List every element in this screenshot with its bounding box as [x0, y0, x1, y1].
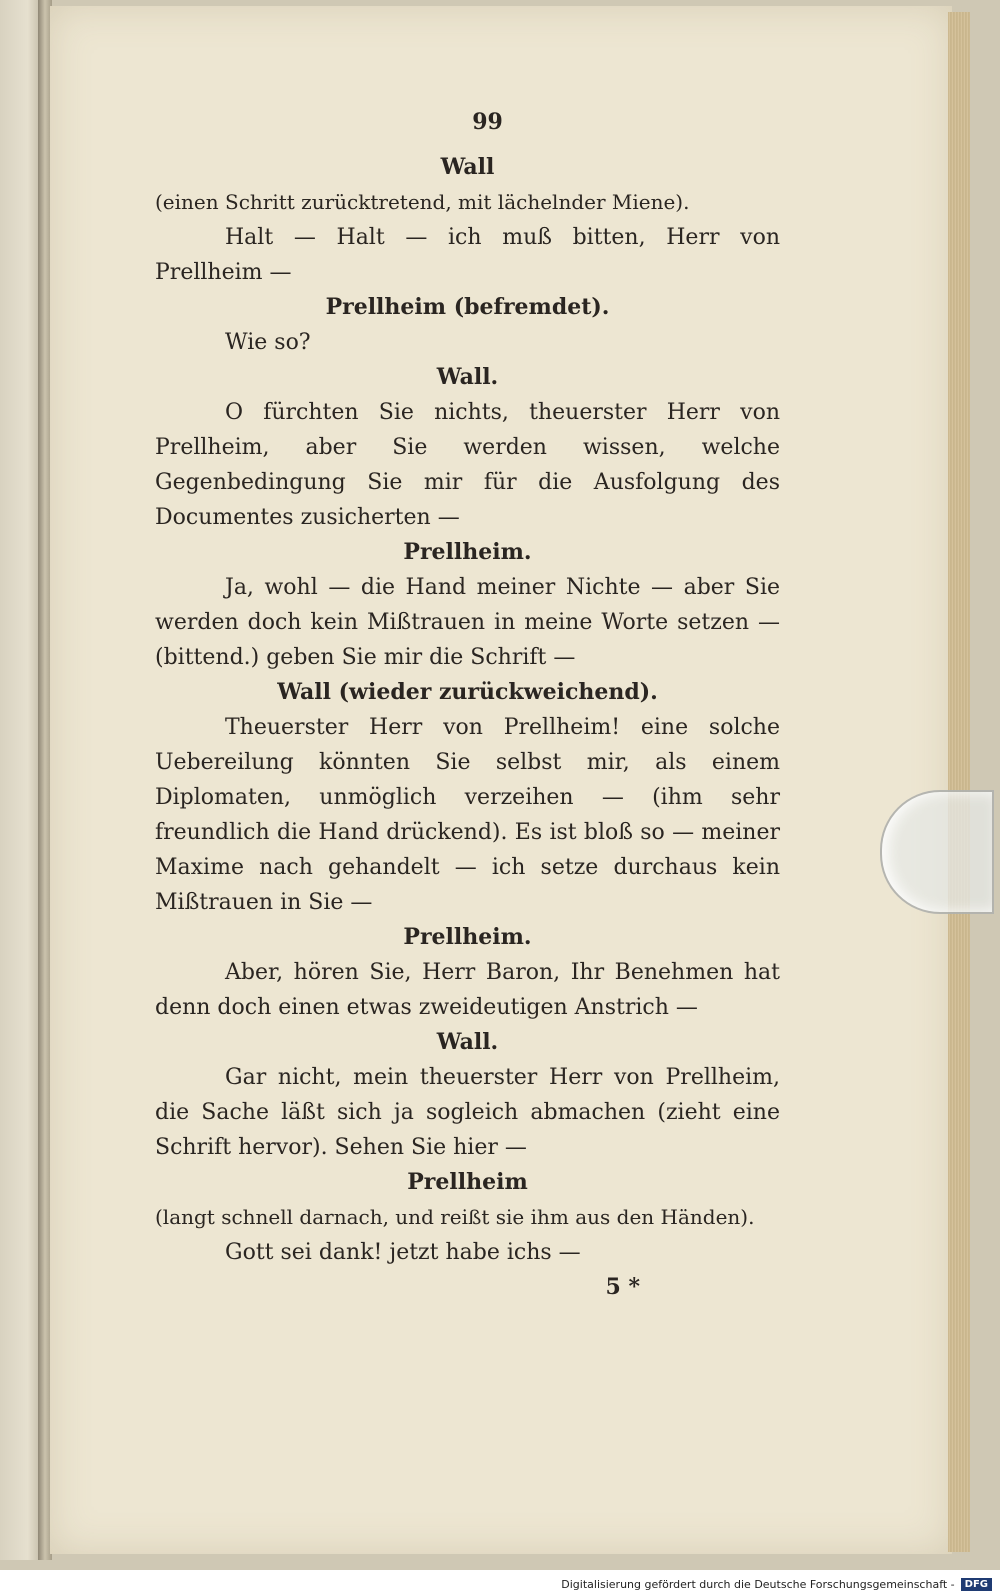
digitization-footer [0, 1574, 1000, 1595]
stage-direction: (einen Schritt zurücktretend, mit lächelnder Miene). [155, 190, 690, 214]
page-text [155, 105, 780, 1305]
footer-credit: Digitalisierung gefördert durch die Deutsche Forschungsgemeinschaft - [561, 1578, 955, 1591]
speaker-line: Prellheim [407, 1169, 528, 1195]
speech-line: Gott sei dank! jetzt habe ichs — [225, 1240, 581, 1265]
speech-line: Halt — Halt — ich muß bitten, Herr von Prellheim — [155, 225, 780, 285]
speaker-line: Wall (wieder zurückweichend). [277, 679, 658, 705]
speech-line: Aber, hören Sie, Herr Baron, Ihr Benehmen hat denn doch einen etwas zweideutigen Anstrich — [155, 960, 780, 1020]
page-clip [880, 790, 994, 914]
speaker-line: Prellheim. [403, 924, 532, 950]
speech-line: Wie so? [225, 330, 311, 355]
speaker-line: Prellheim. [403, 539, 532, 565]
signature-mark: 5 * [605, 1274, 640, 1300]
speech-line: Ja, wohl — die Hand meiner Nichte — aber Sie werden doch kein Mißtrauen in meine Worte setzen — (bittend.) geben Sie mir die Schrift — [155, 575, 780, 670]
page-number: 99 [472, 109, 503, 135]
speech-line: O fürchten Sie nichts, theuerster Herr von Prellheim, aber Sie werden wissen, welche Gegenbedingung Sie mir für die Ausfolgung des Documentes zusicherten — [155, 400, 780, 530]
speaker-line: Wall. [436, 364, 499, 390]
speaker-line: Wall [440, 154, 495, 180]
speech-line: Theuerster Herr von Prellheim! eine solche Uebereilung könnten Sie selbst mir, als einem Diplomaten, unmöglich verzeihen — (ihm sehr freundlich die Hand drückend). Es ist bloß so — meiner Maxime nach gehandelt — ich setze durchaus kein Mißtrauen in Sie — [155, 715, 780, 915]
speaker-line: Prellheim (befremdet). [325, 294, 610, 320]
stage-direction: (langt schnell darnach, und reißt sie ihm aus den Händen). [155, 1205, 755, 1229]
speech-line: Gar nicht, mein theuerster Herr von Prellheim, die Sache läßt sich ja sogleich abmachen (zieht eine Schrift hervor). Sehen Sie hier — [155, 1065, 780, 1160]
speaker-line: Wall. [436, 1029, 499, 1055]
dfg-logo: DFG [961, 1578, 992, 1591]
page-edges [948, 12, 970, 1552]
signature-row [155, 1270, 780, 1305]
